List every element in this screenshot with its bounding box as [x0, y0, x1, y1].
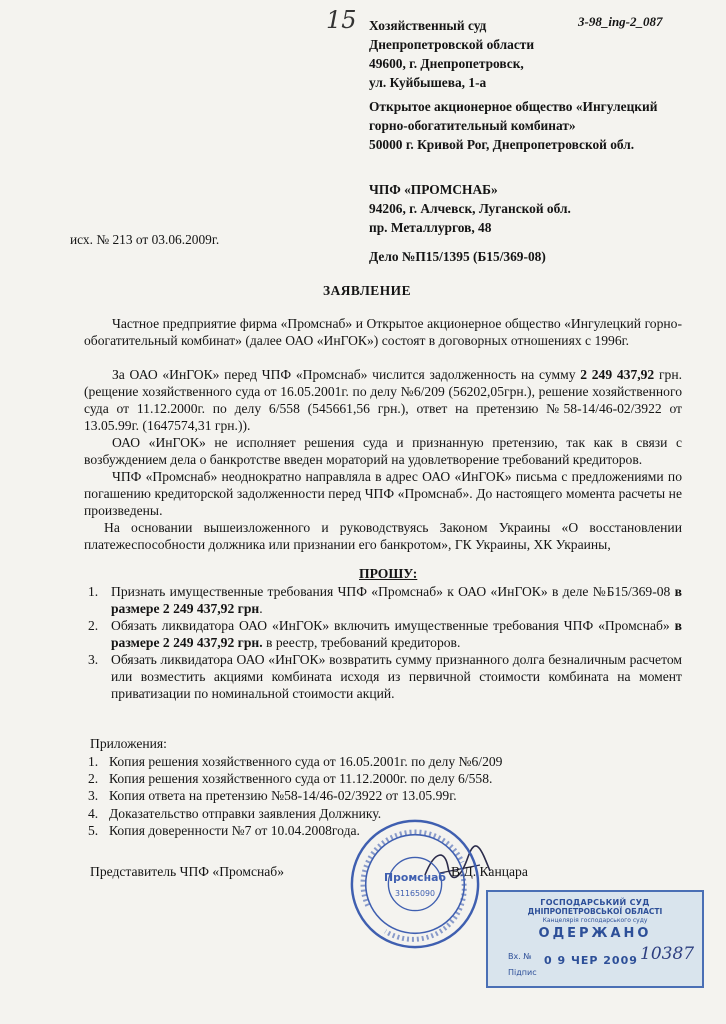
sender-block: ЧПФ «ПРОМСНАБ» 94206, г. Алчевск, Луганской обл. пр. Металлургов, 48	[369, 182, 571, 235]
outgoing-reference: исх. № 213 от 03.06.2009г.	[70, 232, 220, 247]
attachment-item: 4. Доказательство отправки заявления Должнику.	[88, 805, 382, 821]
signature-label: Представитель ЧПФ «Промснаб»	[90, 864, 285, 879]
company-seal	[346, 815, 484, 953]
court-received-stamp: ГОСПОДАРСЬКИЙ СУД ДНІПРОПЕТРОВСЬКОЇ ОБЛАСТІ Канцелярія господарського суду ОДЕРЖАНО Вх. № Підпис 0 9 ЧЕР 2009 10387	[486, 890, 704, 988]
paragraph-moratorium: ОАО «ИнГОК» не исполняет решения суда и признанную претензию, так как в связи с возбуждением дела о банкротстве введен мораторий на удовлетворение требований кредиторов.	[84, 435, 682, 467]
attachment-item: 5. Копия доверенности №7 от 10.04.2008года.	[88, 822, 360, 838]
debt-amount: 2 249 437,92	[580, 367, 655, 382]
paragraph-contract: Частное предприятие фирма «Промснаб» и Открытое акционерное общество «Ингулецкий горно-обогатительный комбинат» (далее ОАО «ИнГОК») состоят в договорных отношениях с 1996г.	[84, 316, 682, 348]
request-item-2: 2. Обязать ликвидатора ОАО «ИнГОК» включить имущественные требования ЧПФ «Промснаб» в размере 2 249 437,92 грн. в реестр, требований кредиторов.	[88, 618, 682, 650]
attachment-item: 3. Копия ответа на претензию №58-14/46-02/3922 от 13.05.99г.	[88, 788, 457, 804]
request-list	[84, 583, 682, 702]
page-mark: 15	[326, 6, 357, 34]
paragraph-debt: За ОАО «ИнГОК» перед ЧПФ «Промснаб» числится задолженность на сумму 2 249 437,92 грн. (рещение хозяйственного суда от 16.05.2001г. по делу №6/209 (56202,05грн.), решение хозяйственного суда от 11.12.2000г. по делу 6/558 (545661,56 грн.), ответ на претензию №58-14/46-02/3922 от 13.05.99г. (1647574,31 грн.)).	[84, 367, 682, 433]
recipient-court: Хозяйственный суд Днепропетровской области 49600, г. Днепропетровск, ул. Куйбышева, 1-а	[369, 18, 535, 90]
request-item-1: 1. Признать имущественные требования ЧПФ «Промснаб» к ОАО «ИнГОК» в деле №Б15/369-08 в размере 2 249 437,92 грн.	[88, 584, 682, 616]
attachment-item: 2. Копия решения хозяйственного суда от 11.12.2000г. по делу 6/558.	[88, 771, 493, 787]
case-reference: Дело №П15/1395 (Б15/369-08)	[369, 249, 546, 264]
document-title: ЗАЯВЛЕНИЕ	[323, 283, 412, 298]
svg-text:Промснаб: Промснаб	[384, 871, 446, 885]
request-item-3: 3. Обязать ликвидатора ОАО «ИнГОК» возвратить сумму признанного долга безналичным расчетом или возместить акциями комбината исходя из первичной стоимости комбината на момент приватизации по номинальной стоимости акций.	[88, 652, 682, 701]
paragraph-letters: ЧПФ «Промснаб» неоднократно направляла в адрес ОАО «ИнГОК» письма с предложениями по погашению кредиторской задолженности перед ЧПФ «Промснаб». До настоящего момента расчеты не произведены.	[84, 469, 682, 518]
signatory-name: В.Д. Канцара	[451, 864, 528, 879]
request-heading: ПРОШУ:	[359, 566, 418, 581]
attachment-item: 1. Копия решения хозяйственного суда от 16.05.2001г. по делу №6/209	[88, 754, 503, 769]
svg-text:31165090: 31165090	[394, 888, 436, 898]
paragraph-grounds: На основании вышеизложенного и руководствуясь Законом Украины «О восстановлении платежеспособности должника или признании его банкротом», ГК Украины, ХК Украины,	[84, 520, 682, 552]
document-id: 3-98_ing-2_087	[578, 14, 663, 29]
attachments-heading: Приложения:	[90, 736, 167, 751]
recipient-debtor: Открытое акционерное общество «Ингулецкий горно-обогатительный комбинат» 50000 г. Кривой Рог, Днепропетровской обл.	[369, 99, 658, 152]
